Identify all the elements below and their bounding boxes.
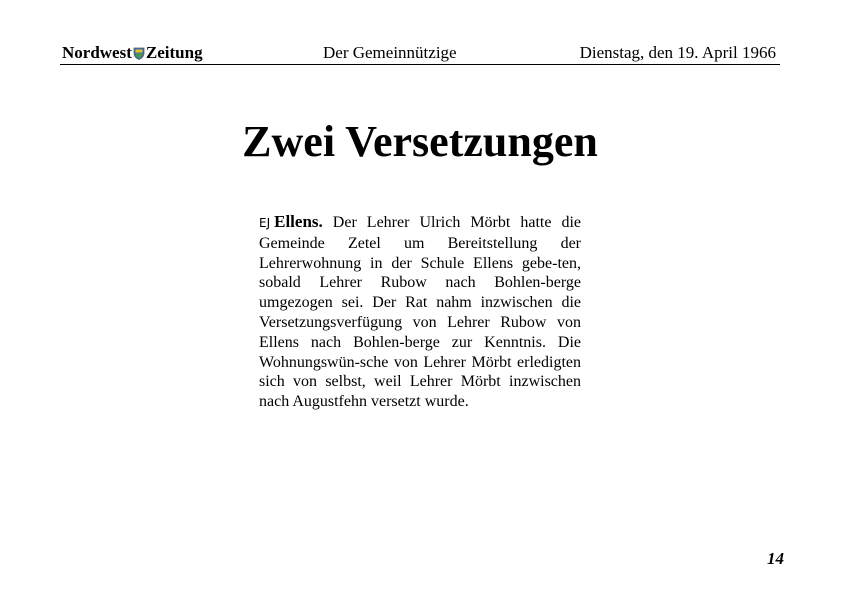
article-dateline: Ellens.: [274, 212, 323, 231]
issue-date: Dienstag, den 19. April 1966: [579, 43, 776, 62]
masthead-left: Nordwest: [62, 43, 132, 62]
newspaper-masthead: [62, 43, 203, 63]
page-header: [60, 40, 780, 65]
article-headline: Zwei Versetzungen: [242, 117, 598, 166]
masthead-right: Zeitung: [145, 43, 203, 62]
article-text: Der Lehrer Ulrich Mörbt hatte die Gemeinde Zetel um Bereitstellung der Lehrerwohnung in der Schule Ellens gebe-ten, sobald Lehrer Rubow nach Bohlen-berge umgezogen sei. Der Rat nahm inzwischen die Versetzungsverfügung von Lehrer Rubow von Ellens nach Bohlen-berge zur Kenntnis. Die Wohnungswün-sche von Lehrer Mörbt erledigten sich von selbst, weil Lehrer Mörbt inzwischen nach Augustfehn versetzt wurde.: [259, 214, 581, 411]
author-initials: EJ: [259, 216, 271, 230]
page-number: 14: [767, 549, 784, 568]
coat-of-arms-icon: [133, 47, 145, 60]
section-title: Der Gemeinnützige: [323, 43, 457, 62]
article-body: [259, 212, 581, 412]
